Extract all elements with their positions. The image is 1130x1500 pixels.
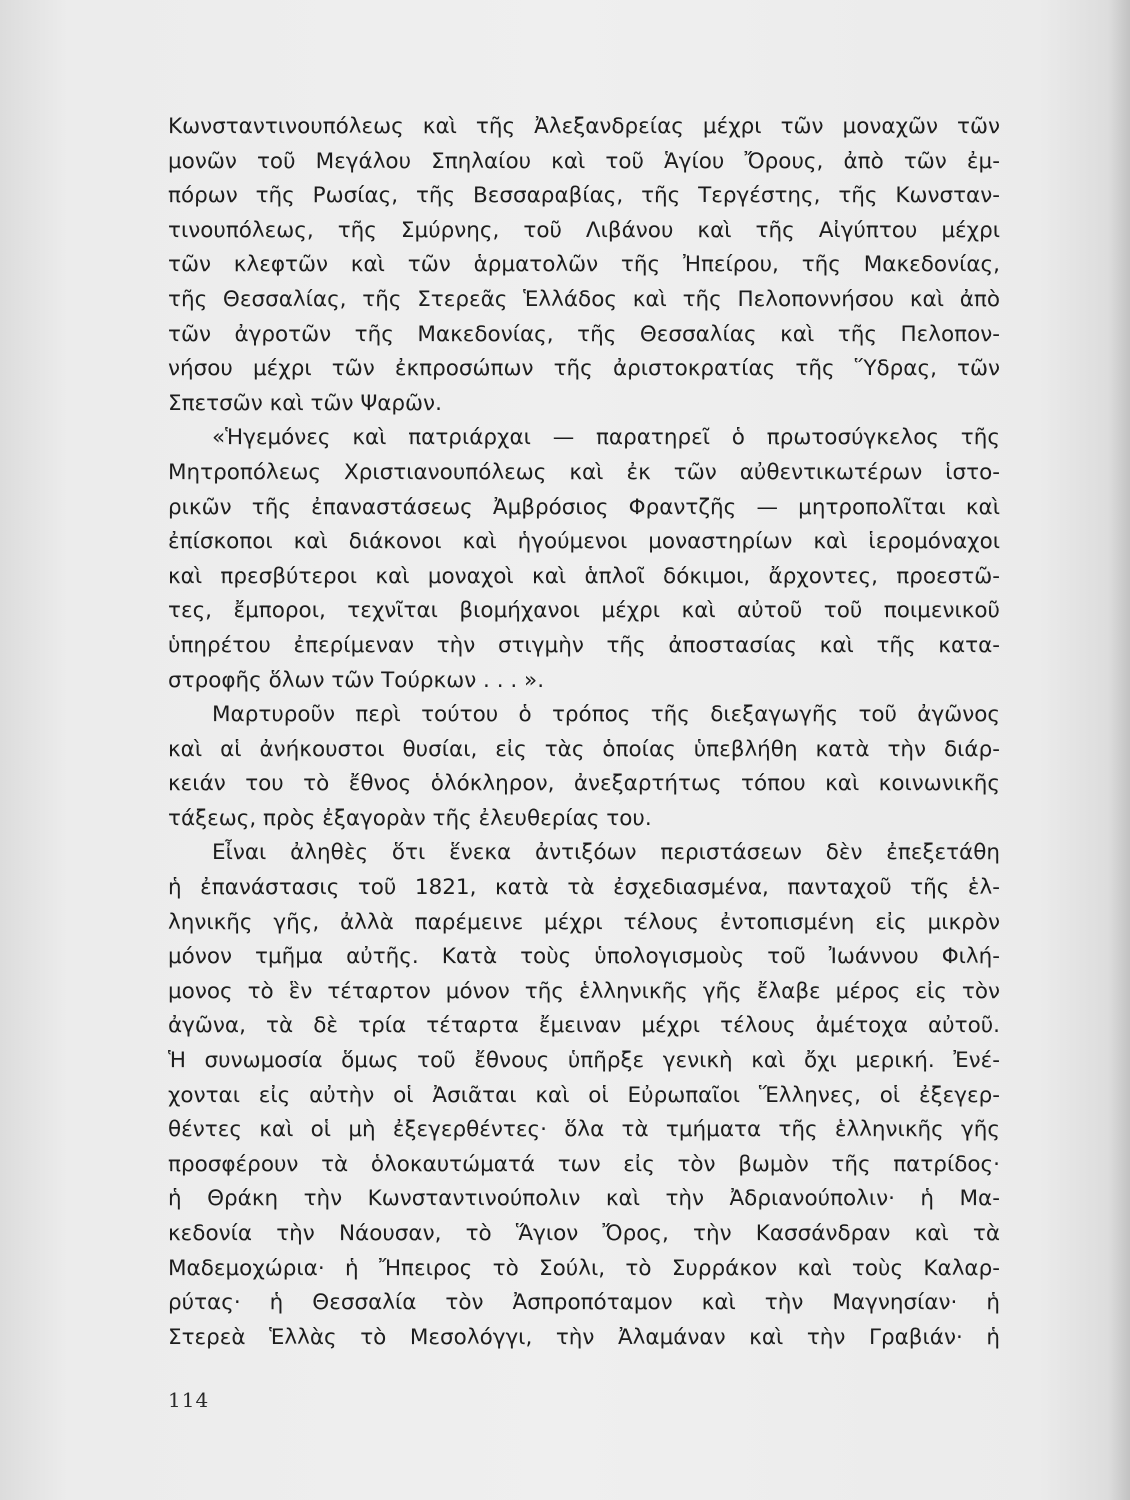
text-line: στροφῆς ὅλων τῶν Τούρκων . . . ». bbox=[168, 667, 545, 693]
body-text bbox=[168, 110, 1000, 1355]
paragraph-start-line: «Ἡγεμόνες καὶ πατριάρχαι — παρατηρεῖ ὁ πρωτοσύγκελος τῆς bbox=[212, 425, 1000, 451]
text-line: τῆς Θεσσαλίας, τῆς Στερεᾶς Ἑλλάδος καὶ τῆς Πελοποννήσου καὶ ἀπὸ bbox=[168, 286, 1000, 312]
text-line: θέντες καὶ οἱ μὴ ἐξεγερθέντες· ὅλα τὰ τμήματα τῆς ἑλληνικῆς γῆς bbox=[168, 1117, 1000, 1143]
text-line: ρικῶν τῆς ἐπαναστάσεως Ἀμβρόσιος Φραντζῆς — μητροπολῖται καὶ bbox=[168, 494, 1000, 520]
text-line: τῶν κλεφτῶν καὶ τῶν ἁρματολῶν τῆς Ἠπείρου, τῆς Μακεδονίας, bbox=[168, 252, 1000, 278]
text-line: πόρων τῆς Ρωσίας, τῆς Βεσσαραβίας, τῆς Τεργέστης, τῆς Κωνσταν- bbox=[168, 183, 1000, 209]
text-line: νήσου μέχρι τῶν ἐκπροσώπων τῆς ἀριστοκρατίας τῆς Ὕδρας, τῶν bbox=[168, 356, 1000, 382]
text-line: τες, ἔμποροι, τεχνῖται βιομήχανοι μέχρι καὶ αὐτοῦ τοῦ ποιμενικοῦ bbox=[168, 598, 1000, 624]
text-line: ἀγῶνα, τὰ δὲ τρία τέταρτα ἔμειναν μέχρι τέλους ἀμέτοχα αὐτοῦ. bbox=[168, 1013, 1000, 1039]
text-line: ἡ Θράκη τὴν Κωνσταντινούπολιν καὶ τὴν Ἀδριανούπολιν· ἡ Μα- bbox=[168, 1186, 1000, 1212]
text-line: Ἡ συνωμοσία ὅμως τοῦ ἔθνους ὑπῆρξε γενικὴ καὶ ὄχι μερική. Ἐνέ- bbox=[168, 1048, 1000, 1074]
paragraph-start-line: Εἶναι ἀληθὲς ὅτι ἕνεκα ἀντιξόων περιστάσεων δὲν ἐπεξετάθη bbox=[212, 840, 1000, 866]
text-line: Σπετσῶν καὶ τῶν Ψαρῶν. bbox=[168, 390, 442, 416]
text-line: ἐπίσκοποι καὶ διάκονοι καὶ ἡγούμενοι μοναστηρίων καὶ ἱερομόναχοι bbox=[168, 529, 1000, 555]
text-line: μονος τὸ ἓν τέταρτον μόνον τῆς ἑλληνικῆς γῆς ἔλαβε μέρος εἰς τὸν bbox=[168, 978, 1000, 1004]
text-line: ληνικῆς γῆς, ἀλλὰ παρέμεινε μέχρι τέλους ἐντοπισμένη εἰς μικρὸν bbox=[168, 909, 1000, 935]
text-line: ρύτας· ἡ Θεσσαλία τὸν Ἀσπροπόταμον καὶ τὴν Μαγνησίαν· ἡ bbox=[168, 1290, 1000, 1316]
paragraph-start-line: Μαρτυροῦν περὶ τούτου ὁ τρόπος τῆς διεξαγωγῆς τοῦ ἀγῶνος bbox=[212, 702, 1000, 728]
text-line: ἡ ἐπανάστασις τοῦ 1821, κατὰ τὰ ἐσχεδιασμένα, πανταχοῦ τῆς ἑλ- bbox=[168, 875, 1000, 901]
text-line: Κωνσταντινουπόλεως καὶ τῆς Ἀλεξανδρείας μέχρι τῶν μοναχῶν τῶν bbox=[168, 114, 1000, 139]
text-line: τινουπόλεως, τῆς Σμύρνης, τοῦ Λιβάνου καὶ τῆς Αἰγύπτου μέχρι bbox=[168, 217, 1000, 243]
text-line: Μαδεμοχώρια· ἡ Ἤπειρος τὸ Σούλι, τὸ Συρράκον καὶ τοὺς Καλαρ- bbox=[168, 1255, 1000, 1281]
text-line: τῶν ἀγροτῶν τῆς Μακεδονίας, τῆς Θεσσαλίας καὶ τῆς Πελοπον- bbox=[168, 321, 1000, 347]
text-line: ὑπηρέτου ἐπερίμεναν τὴν στιγμὴν τῆς ἀποστασίας καὶ τῆς κατα- bbox=[168, 632, 1000, 658]
text-line: μόνον τμῆμα αὐτῆς. Κατὰ τοὺς ὑπολογισμοὺς τοῦ Ἰωάννου Φιλή- bbox=[168, 944, 1000, 970]
text-line: καὶ αἱ ἀνήκουστοι θυσίαι, εἰς τὰς ὁποίας ὑπεβλήθη κατὰ τὴν διάρ- bbox=[168, 736, 1000, 762]
text-line: Μητροπόλεως Χριστιανουπόλεως καὶ ἐκ τῶν αὐθεντικωτέρων ἱστο- bbox=[168, 459, 1000, 485]
text-line: καὶ πρεσβύτεροι καὶ μοναχοὶ καὶ ἁπλοῖ δόκιμοι, ἄρχοντες, προεστῶ- bbox=[168, 563, 1000, 589]
text-line: μονῶν τοῦ Μεγάλου Σπηλαίου καὶ τοῦ Ἁγίου Ὄρους, ἀπὸ τῶν ἐμ- bbox=[168, 148, 1000, 174]
text-line: κεδονία τὴν Νάουσαν, τὸ Ἅγιον Ὄρος, τὴν Κασσάνδραν καὶ τὰ bbox=[168, 1221, 1000, 1246]
page-edge-shadow bbox=[1108, 0, 1130, 1500]
text-line: Στερεὰ Ἑλλὰς τὸ Μεσολόγγι, τὴν Ἀλαμάναν καὶ τὴν Γραβιάν· ἡ bbox=[168, 1324, 1000, 1350]
text-line: κειάν του τὸ ἔθνος ὁλόκληρον, ἀνεξαρτήτως τόπου καὶ κοινωνικῆς bbox=[168, 771, 1000, 797]
text-line: χονται εἰς αὐτὴν οἱ Ἀσιᾶται καὶ οἱ Εὐρωπαῖοι Ἕλληνες, οἱ ἐξεγερ- bbox=[168, 1082, 1000, 1108]
text-line: τάξεως, πρὸς ἐξαγορὰν τῆς ἐλευθερίας του. bbox=[168, 805, 652, 831]
text-line: προσφέρουν τὰ ὁλοκαυτώματά των εἰς τὸν βωμὸν τῆς πατρίδος· bbox=[168, 1151, 1000, 1177]
page-number: 114 bbox=[168, 1388, 210, 1412]
